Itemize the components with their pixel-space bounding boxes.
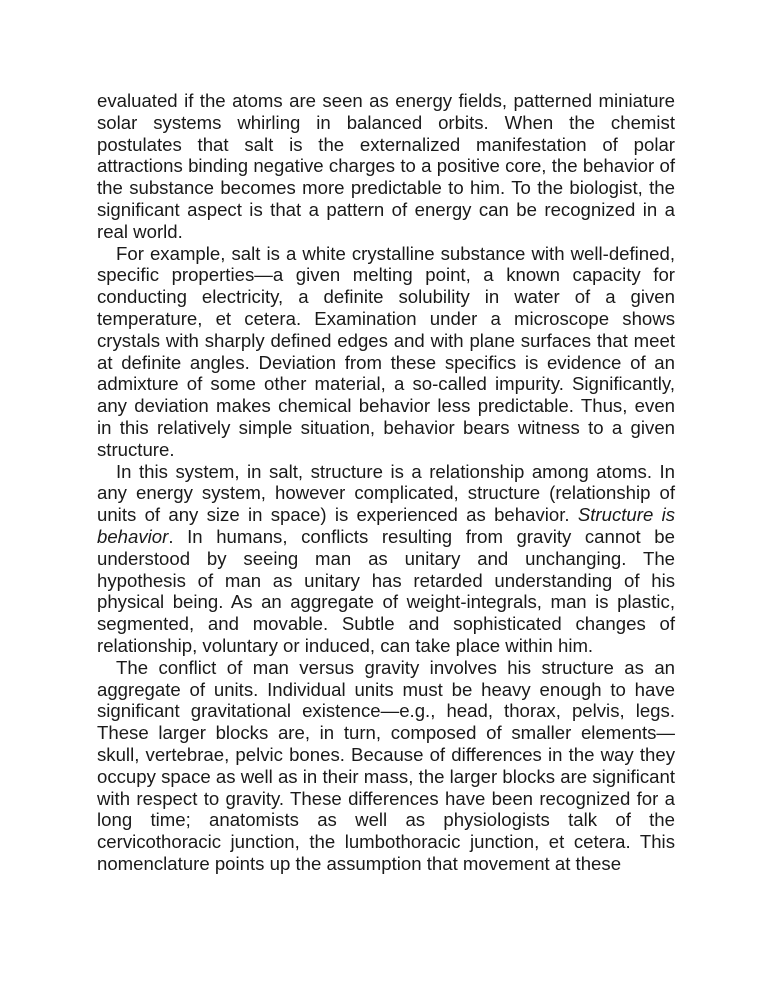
paragraph-3-start: In this system, in salt, structure is a relationship among atoms. In any energy system, however complicated, structure (relationship of units of any size in space) is experienced as behavior.	[97, 460, 675, 526]
page-body	[97, 90, 675, 875]
paragraph-3-emphasis: Structure is behavior	[97, 504, 675, 547]
paragraph-2: For example, salt is a white crystalline substance with well-defined, specific properties—a given melting point, a known capacity for conducting electricity, a definite solubility in water of a given temperature, et cetera. Examination under a microscope shows crystals with sharply defined edges and with plane surfaces that meet at definite angles. Deviation from these specifics is evidence of an admixture of some other material, a so-called impurity. Significantly, any deviation makes chemical behavior less predictable. Thus, even in this relatively simple situation, behavior bears witness to a given structure.	[97, 242, 675, 460]
paragraph-3-end: . In humans, conflicts resulting from gravity cannot be understood by seeing man as unitary and unchanging. The hypothesis of man as unitary has retarded understanding of his physical being. As an aggregate of weight-integrals, man is plastic, segmented, and movable. Subtle and sophisticated changes of relationship, voluntary or induced, can take place within him.	[97, 525, 675, 656]
paragraph-3	[97, 461, 675, 657]
paragraph-1: evaluated if the atoms are seen as energy fields, patterned miniature solar systems whirling in balanced orbits. When the chemist postulates that salt is the externalized manifestation of polar attractions binding negative charges to a positive core, the behavior of the substance becomes more predictable to him. To the biologist, the significant aspect is that a pattern of energy can be recognized in a real world.	[97, 90, 675, 242]
paragraph-4: The conflict of man versus gravity involves his structure as an aggregate of units. Individual units must be heavy enough to have significant gravitational existence—e.g., head, thorax, pelvis, legs. These larger blocks are, in turn, composed of smaller elements—skull, vertebrae, pelvic bones. Because of differences in the way they occupy space as well as in their mass, the larger blocks are significant with respect to gravity. These differences have been recognized for a long time; anatomists as well as physiologists talk of the cervicothoracic junction, the lumbothoracic junction, et cetera. This nomenclature points up the assumption that movement at these	[97, 656, 675, 874]
